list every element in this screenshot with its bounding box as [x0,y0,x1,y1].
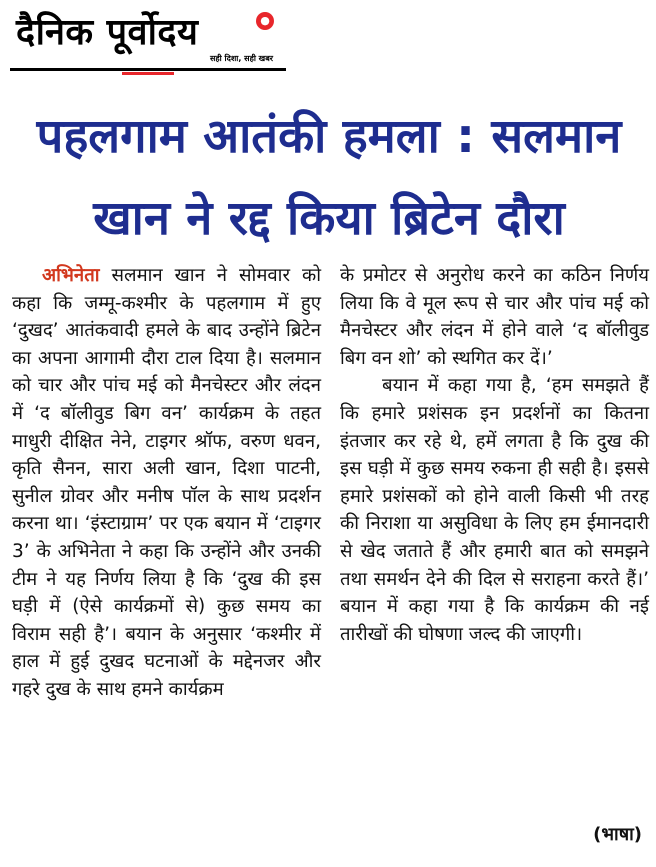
headline-line-2: खान ने रद्द किया ब्रिटेन दौरा [93,191,565,246]
masthead [10,6,286,72]
masthead-rule [10,68,286,71]
article-column-left [12,262,321,704]
masthead-accent-rule [122,72,174,75]
left-column-text: सलमान खान ने सोमवार को कहा कि जम्मू-कश्मीर के पहलगाम में हुए ‘दुखद’ आतंकवादी हमले के बाद उन्होंने ब्रिटेन का अपना आगामी दौरा टाल दिया है। सलमान को चार और पांच मई को मैनचेस्टर और लंदन में ‘द बॉलीवुड बिग वन’ कार्यक्रम के तहत माधुरी दीक्षित नेने, टाइगर श्रॉफ, वरुण धवन, कृति सैनन, सारा अली खान, दिशा पाटनी, सुनील ग्रोवर और मनीष पॉल के साथ प्रदर्शन करना था। ‘इंस्टाग्राम’ पर एक बयान में ‘टाइगर 3’ के अभिनेता ने कहा कि उन्होंने और उनकी टीम ने यह निर्णय लिया है कि ‘दुख की इस घड़ी में (ऐसे कार्यक्रमों से) कुछ समय का विराम सही है’। बयान के अनुसार ‘कश्मीर में हाल में हुई दुखद घटनाओं के मद्देनजर और गहरे दुख के साथ हमने कार्यक्रम [12,265,321,700]
article-lead-paragraph [12,262,321,704]
source-credit: (भाषा) [593,824,642,845]
headline [14,96,644,260]
dateline: अभिनेता [42,265,100,286]
right-column-paragraph-1: के प्रमोटर से अनुरोध करने का कठिन निर्णय लिया कि वे मूल रूप से चार और पांच मई को मैनचेस्टर और लंदन में होने वाले ‘द बॉलीवुड बिग वन शो’ को स्थगित कर दें।’ [340,265,649,369]
masthead-logo-dot-icon: ● [256,12,274,30]
headline-line-1: पहलगाम आतंकी हमला : सलमान [36,109,622,164]
right-column-paragraph-2: बयान में कहा गया है, ‘हम समझते हैं कि हमारे प्रशंसक इन प्रदर्शनों का कितना इंतजार कर रहे थे, हमें लगता है कि दुख की इस घड़ी में कुछ समय रुकना ही सही है। इससे हमारे प्रशंसकों को होने वाली किसी भी तरह की निराशा या असुविधा के लिए हम ईमानदारी से खेद जताते हैं और हमारी बात को समझने तथा समर्थन देने की दिल से सराहना करते हैं।’ बयान में कहा गया है कि कार्यक्रम की नई तारीखों की घोषणा जल्द की जाएगी। [340,375,649,645]
article-column-right [340,262,649,648]
masthead-title: दैनिक पूर्वोदय [16,12,199,53]
masthead-tagline: सही दिशा, सही खबर [210,54,274,63]
